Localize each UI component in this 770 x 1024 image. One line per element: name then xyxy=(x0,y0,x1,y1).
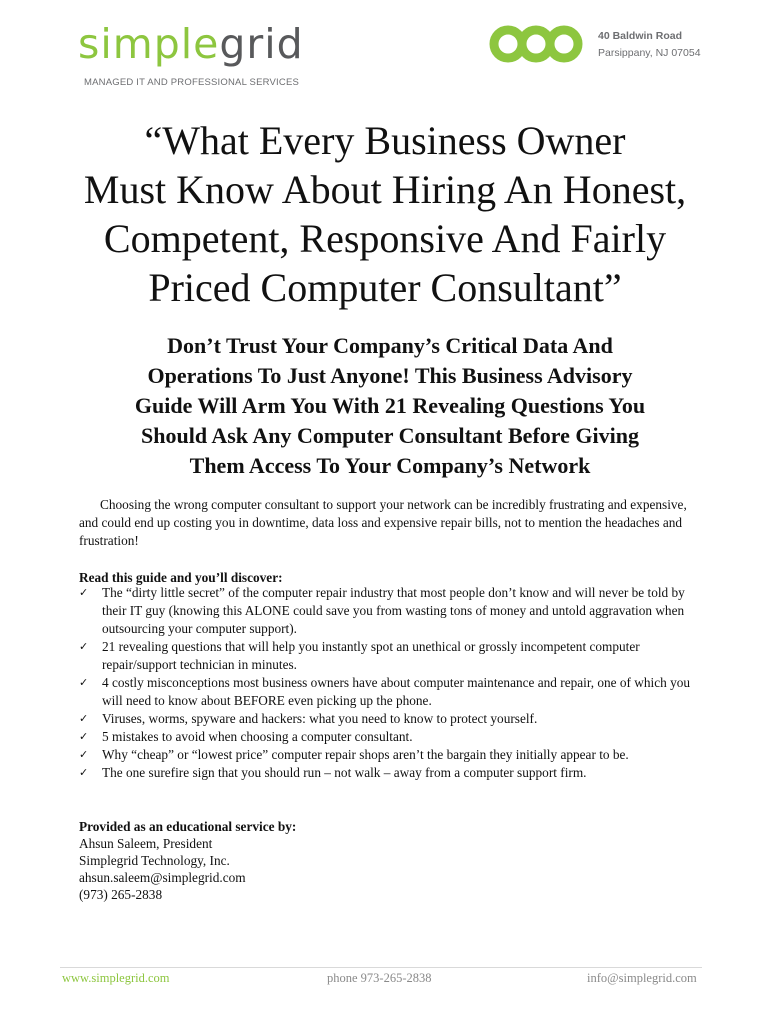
list-item xyxy=(79,638,709,674)
author-email-link[interactable]: ahsun.saleem@simplegrid.com xyxy=(79,870,246,885)
document-subtitle xyxy=(40,331,740,481)
footer-website-link[interactable]: www.simplegrid.com xyxy=(62,971,170,985)
author-name: Ahsun Saleem, President xyxy=(79,836,213,851)
list-item xyxy=(79,674,709,710)
logo-text-grid: grid xyxy=(219,20,304,68)
document-title xyxy=(40,116,730,312)
checkmark-icon: ✓ xyxy=(79,586,89,599)
company-name: Simplegrid Technology, Inc. xyxy=(79,853,230,868)
list-item xyxy=(79,746,709,764)
list-item-text: The “dirty little secret” of the computer repair industry that most people don’t know and will never be told by their IT guy (knowing this ALONE could save you from wasting tons of money and untold aggravation when outsourcing your computer support). xyxy=(102,585,685,636)
list-item xyxy=(79,710,709,728)
three-linked-rings-icon xyxy=(488,24,584,64)
list-item-text: 21 revealing questions that will help you instantly spot an unethical or grossly incompetent computer repair/support technician in minutes. xyxy=(102,639,640,672)
footer-phone: phone 973-265-2838 xyxy=(327,971,432,985)
title-line: Priced Computer Consultant” xyxy=(148,265,622,310)
intro-paragraph: Choosing the wrong computer consultant to support your network can be incredibly frustrating and expensive, and could end up costing you in downtime, data loss and expensive repair bills, not to mention the headaches and frustration! xyxy=(79,497,687,548)
list-item-text: Viruses, worms, spyware and hackers: what you need to know to protect yourself. xyxy=(102,711,538,726)
simplegrid-logo xyxy=(78,20,328,68)
footer-divider xyxy=(60,967,702,968)
author-phone: (973) 265-2838 xyxy=(79,887,163,902)
provided-by-heading: Provided as an educational service by: xyxy=(79,819,297,834)
list-item xyxy=(79,764,709,782)
address-city: Parsippany, NJ 07054 xyxy=(598,47,701,59)
list-item-text: Why “cheap” or “lowest price” computer repair shops aren’t the bargain they initially appear to be. xyxy=(102,747,629,762)
checkmark-icon: ✓ xyxy=(79,640,89,653)
list-item-text: 4 costly misconceptions most business owners have about computer maintenance and repair, one of which you will need to know about BEFORE even picking up the phone. xyxy=(102,675,691,708)
checkmark-icon: ✓ xyxy=(79,676,89,689)
list-item-text: The one surefire sign that you should run – not walk – away from a computer support firm. xyxy=(102,765,587,780)
subtitle-line: Should Ask Any Computer Consultant Before Giving xyxy=(141,423,639,448)
footer-email-link[interactable]: info@simplegrid.com xyxy=(587,971,697,985)
checkmark-icon: ✓ xyxy=(79,748,89,761)
title-line: “What Every Business Owner xyxy=(144,118,626,163)
company-tagline: MANAGED IT AND PROFESSIONAL SERVICES xyxy=(84,77,300,88)
subtitle-line: Guide Will Arm You With 21 Revealing Questions You xyxy=(134,393,646,418)
subtitle-line: Don’t Trust Your Company’s Critical Data And xyxy=(167,333,613,358)
title-line: Competent, Responsive And Fairly xyxy=(103,216,667,261)
subtitle-line: Them Access To Your Company’s Network xyxy=(189,453,591,478)
title-line: Must Know About Hiring An Honest, xyxy=(83,167,687,212)
list-item xyxy=(79,728,709,746)
company-address xyxy=(598,28,701,62)
checkmark-icon: ✓ xyxy=(79,766,89,779)
checkmark-icon: ✓ xyxy=(79,730,89,743)
logo-text-simple: simple xyxy=(78,20,220,68)
list-item-text: 5 mistakes to avoid when choosing a computer consultant. xyxy=(102,729,413,744)
provided-by-block xyxy=(79,818,296,903)
checkmark-icon: ✓ xyxy=(79,712,89,725)
subtitle-line: Operations To Just Anyone! This Business Advisory xyxy=(147,363,633,388)
address-street: 40 Baldwin Road xyxy=(598,30,683,42)
discover-heading: Read this guide and you’ll discover: xyxy=(79,570,283,585)
discover-list xyxy=(79,584,709,782)
list-item xyxy=(79,584,709,638)
